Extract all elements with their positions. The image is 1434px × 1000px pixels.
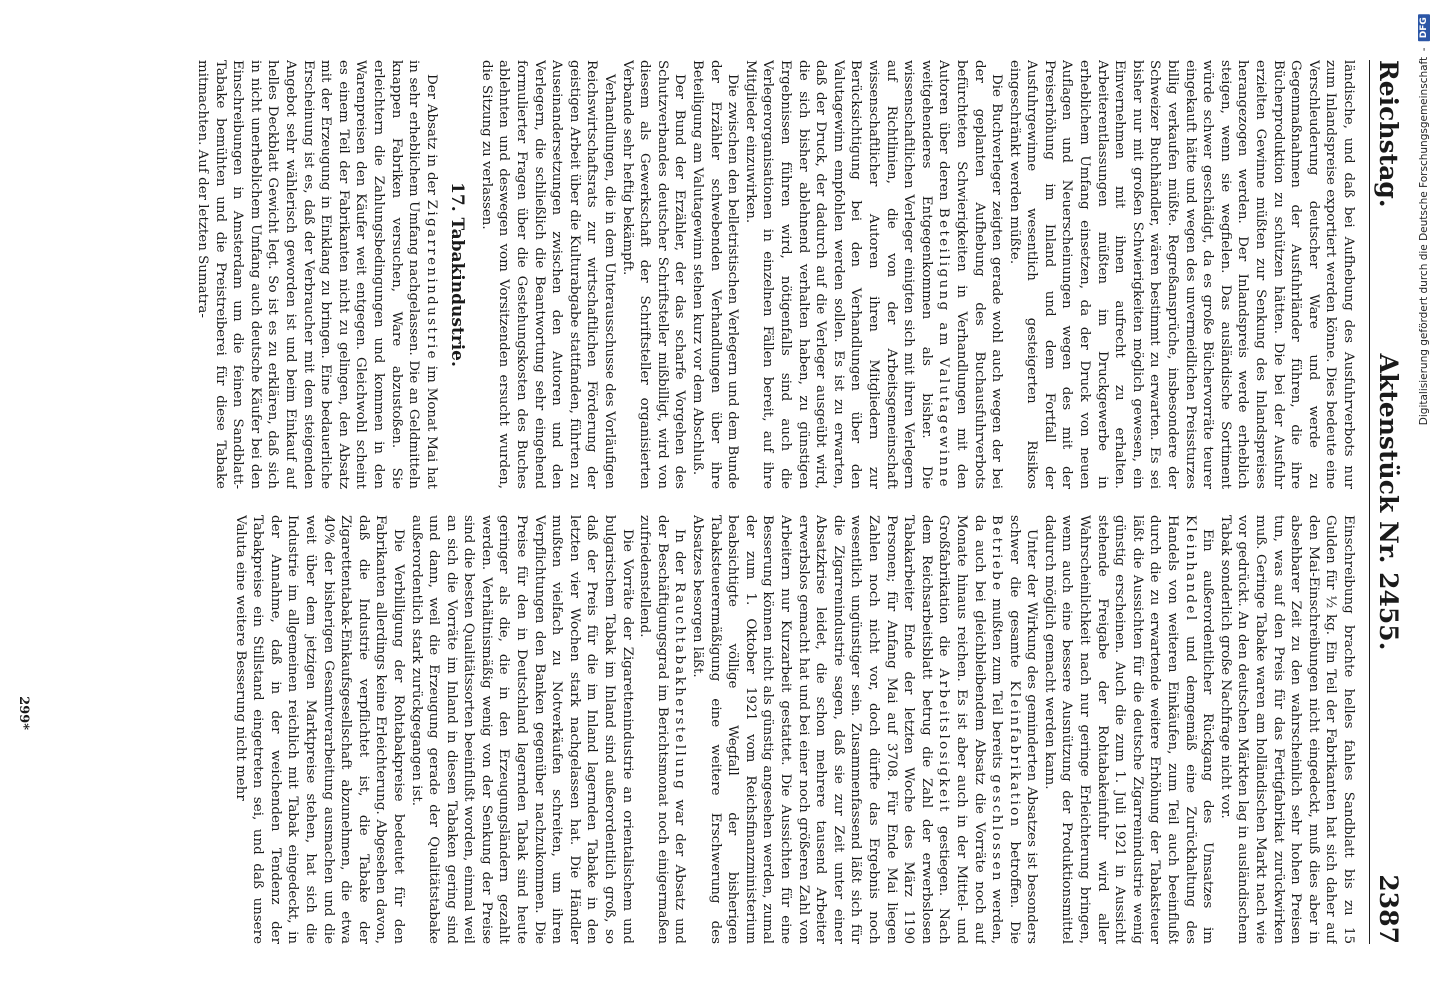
spaced-emphasis: Arbeitslosigkeit (936, 668, 952, 814)
spaced-emphasis: Rauchtabakherstellung (672, 582, 688, 792)
text-run: weitgehenderes Entgegenkommen als bisher. Die wissenschaftlichen Verleger einigten sich mit ihren Verlegern auf Richtlinien, die von der Arbeitsgemeinschaft wissenschaftlicher Autoren ihren Mitgliedern zur Berücksichtigung bei den Verhandlungen über den Valutagewinn empfohlen werden sollen. Es ist zu erwarten, daß der Druck, der dadurch auf die Verleger ausgeübt wird, die sich bisher ablehnend verhalten haben, zu günstigen Ergebnissen führen wird, nötigenfalls sind auch die Verlegerorganisationen in einzelnen Fällen bereit, auf ihre Mitglieder einzuwirken. (742, 60, 934, 489)
text-run: Ein außerordentlicher Rückgang des Umsatzes im (1200, 529, 1216, 944)
dfg-logo: DFG (1418, 14, 1430, 41)
spaced-emphasis: Kleinhandel (1182, 515, 1198, 623)
text-run: Unter der Wirkung des geminderten Absatzes ist besonders schwer die gesamte (1006, 515, 1040, 944)
text-run: im Monat Mai hat in sehr erheblichem Umfang nachgelassen. Die an Geldmitteln knappen Fabriken versuchen, Ware abzustoßen. Sie erleichtern die Zahlungsbedingungen und kommen in den Warenpreisen den Käufer weit entgegen. Gleichwohl scheint es einem Teil der Fabrikanten nicht zu gelingen, den Absatz mit der Erzeugung in Einklang zu bringen. Eine bedauerliche Erscheinung ist es, daß der Verbraucher mit dem steigenden Angebot sehr wählerisch geworden ist und beim Einkauf auf helles Deckblatt Gewicht legt. So ist es zu erklären, daß sich in nicht unerheblichem Umfang auch deutsche Käufer bei den Einschreibungen in Amsterdam um die feinen Sandblatt-Tabake bemühten und die Preistreiberei für diese Tabake mitmachten. Auf der letzten Sumatra- (195, 60, 439, 489)
running-head (1369, 60, 1408, 944)
section-heading: 17. Tabakindustrie. (447, 182, 468, 367)
column-left (75, 60, 1357, 489)
credit-text: Digitalisierung gefördert durch die Deutsche Forschungsgemeinschaft (1418, 56, 1430, 426)
text-run: war der Absatz und der Beschäftigungsgrad im Berichtsmonat noch einigermaßen zufriedenstellend. (637, 515, 688, 944)
running-head-left: Reichstag. (1374, 60, 1403, 208)
document-page (12, 20, 1422, 980)
text-run: mußten zum Teil bereits (989, 592, 1005, 775)
page-number: 2387 (1374, 874, 1403, 944)
paragraph (193, 60, 439, 489)
credit-separator: - (1418, 47, 1430, 51)
paragraph: ländische, und daß bei Aufhebung des Ausfuhrverbots nur zum Inlandspreise exportiert werden könne. Dies bedeute eine Verschleuderung deutscher Ware und werde zu Gegenmaßnahmen der Ausfuhrländer führen, die ihre Bücherproduktion zu schützen hätten. Die bei der Ausfuhr erzielten Gewinne müßten zur Senkung des Inlandspreises herangezogen werden. Der Inlandspreis werde erheblich steigen, wenn sie wegfielen. Das ausländische Sortiment würde schwer geschädigt, da es große Büchervorräte teurer eingekauft hätte und wegen des unvermeidlichen Preissturzes billig verkaufen müßte. Regreßansprüche, insbesondere der Schweizer Buchhändler, wären bestimmt zu erwarten. Es sei bisher nur mit großen Schwierigkeiten möglich gewesen, ein Einvernehmen mit ihnen aufrecht zu erhalten. Arbeiterentlassungen müßten im Druckgewerbe in erheblichem Umfang einsetzen, da der Druck von neuen Auflagen und Neuerscheinungen wegen des mit der Preiserhöhung im Inland und dem Fortfall der Ausfuhrgewinne wesentlich gesteigerten Risikos eingeschränkt werden müßte. (1006, 60, 1356, 489)
spaced-emphasis: geschlossen (989, 774, 1005, 883)
text-columns (75, 60, 1357, 944)
digitization-credit (1418, 14, 1430, 425)
paragraph (688, 515, 1040, 944)
text-run: In der (672, 529, 688, 583)
spaced-emphasis: Beteiligung am Valutagewinne (936, 207, 952, 489)
paragraph: Einschreibung brachte helles fahles Sandblatt bis zu 15 Gulden für ½ kg. Ein Teil der Fabrikanten hat sich daher auf den Mai-Einschreibungen nicht eingedeckt, muß dies aber in absehbarer Zeit zu den wahrscheinlich sehr hohen Preisen tun, was auf den Preis für das Fertigfabrikat zurückwirken muß. Geringe Tabake waren am holländischen Markt nach wie vor gedrückt. An den deutschen Märkten lag in ausländischem Tabak sonderlich große Nachfrage nicht vor. (1217, 515, 1356, 944)
text-run: Der Absatz in der (423, 74, 439, 200)
paragraph: Die Verbilligung der Rohtabakpreise bedeutet für den Fabrikanten allerdings keine Erleichterung. Abgesehen davon, daß die Industrie verpflichtet ist, die Tabake der Zigarettentabak-Einkaufsgesellschaft abzunehmen, die etwa 40% der bisherigen Gesamtverarbeitung ausmachen und die weit über dem jetzigen Marktpreise stehen, hat sich die Industrie im allgemeinen reichlich mit Tabak eingedeckt, in der Annahme, daß in der weichenden Tendenz der Tabakpreise ein Stillstand eingetreten sei, und daß unsere Valuta eine weitere Besserung nicht mehr (232, 515, 406, 944)
spaced-emphasis: Betriebe (989, 515, 1005, 593)
text-run: Die Buchverleger zeigten gerade wohl auch wegen der bei der geplanten Aufhebung des Buchausfuhrverbots befürchteten Schwierigkeiten in Verhandlungen mit den Autoren über deren (936, 60, 1005, 489)
spaced-emphasis: Kleinfabrikation (1006, 680, 1022, 829)
text-run: gestiegen. Nach dem Reichsarbeitsblatt betrug die Zahl der erwerbslosen Tabakarbeiter Ende der letzten Woche des März 1190 Personen; für Anfang Mai auf 3708. Für Ende Mai liegen Zahlen noch nicht vor, doch dürfte das Ergebnis noch wesentlich ungünstiger sein. Zusammenfassend läßt sich für die Zigarrenindustrie sagen, daß sie zur Zeit unter einer Absatzkrise leidet, die schon mehrere tausend Arbeiter erwerbslos gemacht hat und bei einer noch größeren Zahl von Arbeitern nur Kurzarbeit gestattet. Die Aussichten für eine Besserung können nicht als günstig angesehen werden, zumal der zum 1. Oktober 1921 vom Reichsfinanzministerium beabsichtigte völlige Wegfall der bisherigen Tabaksteuerermäßigung eine weitere Erschwerung des Absatzes besorgen läßt. (690, 515, 952, 944)
spaced-emphasis: Zigarrenindustrie (423, 199, 439, 361)
paragraph: Verhandlungen, die in dem Unterausschusse des Vorläufigen Reichswirtschaftsrats zur wirtschaftlichen Förderung der geistigen Arbeit über die Kulturabgabe stattfanden, führten zu Auseinandersetzungen zwischen den Autoren und den Verlegern, die schließlich die Beantwortung sehr eingehend formulierter Fragen über die Gestehungskosten des Buches ablehnten und deswegen vom Vorsitzenden ersucht wurden, die Sitzung zu verlassen. (478, 60, 618, 489)
signature-mark: 299* (16, 696, 31, 730)
text-run: und demgemäß eine Zurückhaltung des Handels von weiteren Einkäufen, zum Teil auch beeinflußt durch die zu erwartende weitere Erhöhung der Tabaksteuer läßt die Aussichten für die deutsche Zigarrenindustrie wenig günstig erscheinen. Auch die zum 1. Juli 1921 in Aussicht stehende Freigabe der Rohtabakeinfuhr wird aller Wahrscheinlichkeit nach nur geringe Erleichterung bringen, wenn auch eine bessere Ausnützung der Produktionsmittel dadurch möglich gemacht werden kann. (1041, 515, 1198, 944)
text-run: werden, da auch bei gleichbleibendem Absatz die Vorräte noch auf Monate hinaus reichen. Es ist aber auch in der Mittel- und Großfabrikation die (936, 515, 1005, 944)
running-head-title: Aktenstück Nr. 2455. (1374, 353, 1403, 651)
paragraph: Die Vorräte der Zigarettenindustrie an orientalischem und bulgarischem Tabak im Inland sind außerordentlich groß, so daß der Preis für die im Inland lagernden Tabake in den letzten vier Wochen stark nachgelassen hat. Die Händler mußten vielfach zu Notverkäufen schreiten, um ihren Verpflichtungen den Banken gegenüber nachzukommen. Die Preise für den in Deutschland lagernden Tabak sind heute geringer als die, die in den Erzeugungsländern gezahlt werden. Verhältnismäßig wenig von der Senkung der Preise sind die besten Qualitätssorten beeinflußt worden, einmal weil an sich die Vorräte im Inland in diesen Tabaken gering sind und dann, weil die Erzeugung gerade der Qualitätstabake außerordentlich stark zurückgegangen ist. (408, 515, 635, 944)
paragraph (636, 515, 689, 944)
column-right (75, 515, 1357, 944)
text-run: betroffen. Die (1006, 828, 1022, 944)
paragraph (741, 60, 1005, 489)
paragraph: Der Bund der Erzähler, der das scharfe Vorgehen des Schutzverbandes deutscher Schriftsteller mißbilligt, wird von diesem als Gewerkschaft der Schriftsteller organisierten Verbande sehr heftig bekämpft. (619, 60, 688, 489)
paragraph (1040, 515, 1216, 944)
paragraph: Die zwischen den belletristischen Verlegern und dem Bunde der Erzähler schwebenden Verhandlungen über ihre Beteiligung am Valutagewinn stehen kurz vor dem Abschluß. (690, 60, 741, 489)
